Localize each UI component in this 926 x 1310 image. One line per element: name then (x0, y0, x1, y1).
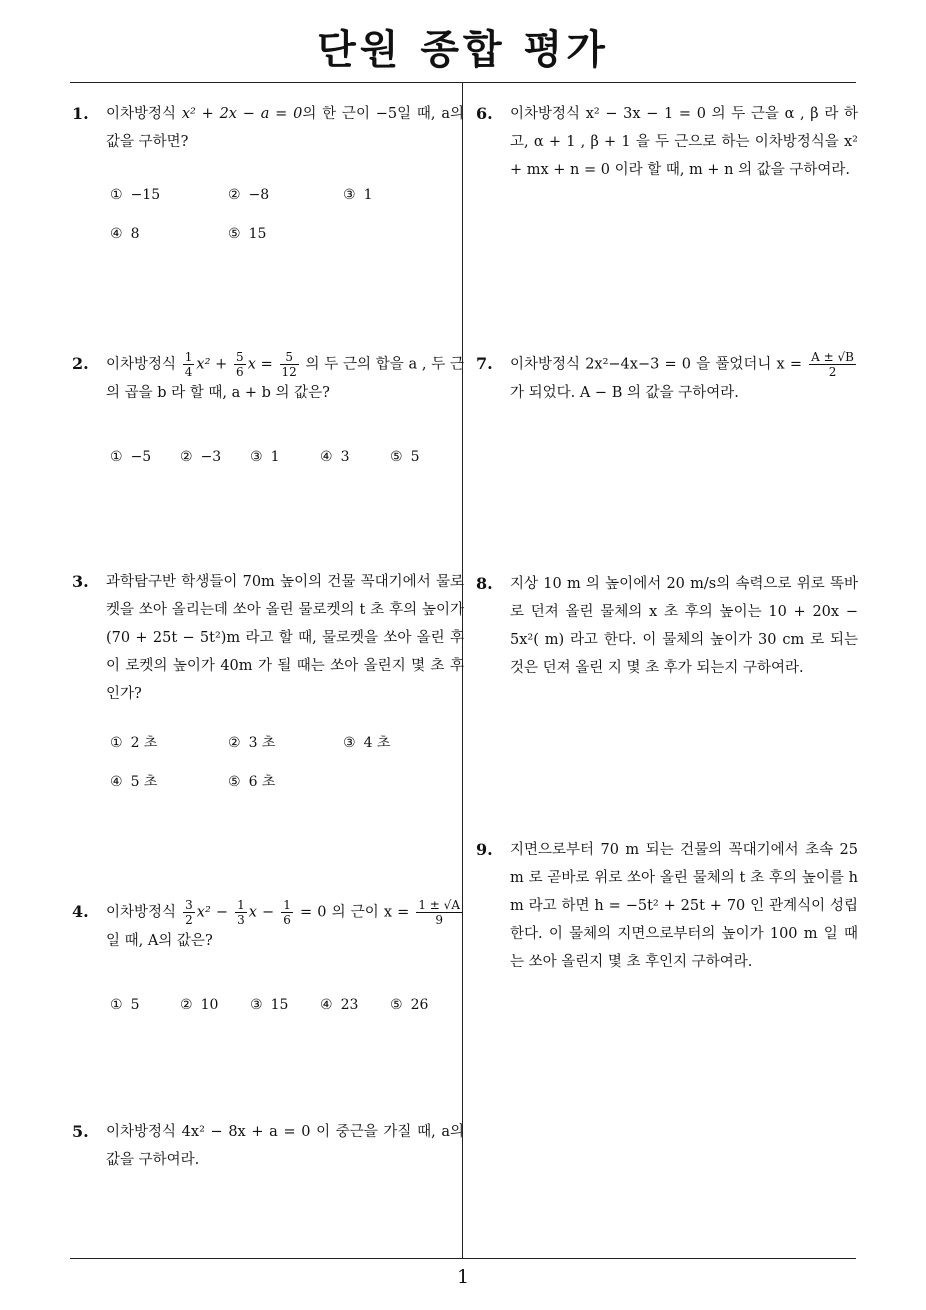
choice-3-3[interactable]: ③ 4 초 (343, 735, 391, 751)
question-1 (72, 100, 464, 156)
question-text: 이차방정식 x² − 3x − 1 = 0 의 두 근을 α , β 라 하고, α + 1 , β + 1 을 두 근으로 하는 이차방정식을 x² + mx + n = 0 이라 할 때, m + n 의 값을 구하여라. (510, 106, 858, 178)
choice-1-5[interactable]: ⑤ 15 (228, 226, 267, 242)
question-number: 3. (72, 572, 89, 591)
choice-4-5[interactable]: ⑤ 26 (390, 997, 429, 1013)
choice-2-1[interactable]: ① −5 (110, 449, 152, 465)
choice-2-4[interactable]: ④ 3 (320, 449, 350, 465)
bottom-rule (70, 1258, 856, 1259)
question-number: 6. (476, 104, 493, 123)
question-3 (72, 568, 464, 708)
question-text: 이차방정식 2x²−4x−3 = 0 을 풀었더니 x = $\frac{A \pm √B}{2}$ 가 되었다. A − B 의 값을 구하여라. (510, 350, 854, 401)
question-text: 이차방정식 4x² − 8x + a = 0 이 중근을 가질 때, a의 값을 구하여라. (106, 1124, 464, 1168)
choice-4-3[interactable]: ③ 15 (250, 997, 289, 1013)
choice-1-4[interactable]: ④ 8 (110, 226, 140, 242)
choice-4-2[interactable]: ② 10 (180, 997, 219, 1013)
question-2 (72, 350, 465, 407)
question-number: 8. (476, 574, 493, 593)
question-number: 9. (476, 840, 493, 859)
choice-1-3[interactable]: ③ 1 (343, 187, 373, 203)
question-9 (476, 836, 858, 976)
question-number: 7. (476, 354, 493, 373)
choice-3-5[interactable]: ⑤ 6 초 (228, 774, 276, 790)
page-title: 단원 종합 평가 (317, 27, 609, 73)
question-text: 지상 10 m 의 높이에서 20 m/s의 속력으로 위로 똑바로 던져 올린 물체의 x 초 후의 높이는 10 + 20x − 5x²( m) 라고 한다. 이 물체의 높이가 30 cm 로 되는 것은 던져 올린 지 몇 초 후가 되는지 구하여라. (510, 576, 858, 676)
question-number: 1. (72, 104, 89, 123)
question-text: 이차방정식 $\frac{3}{2}$ x² − $\frac{1}{3}$ x − $\frac{1}{6}$ = 0 의 근이 x = $\frac{1 \pm √A}{9}$ 일 때, A의 값은? (106, 898, 460, 949)
question-text: 이차방정식 $\frac{1}{4}$ x² + $\frac{5}{6}$ x = $\frac{5}{12}$ 의 두 근의 합을 a , 두 근의 곱을 b 라 할 때, a + b 의 값은? (106, 350, 465, 401)
choice-2-3[interactable]: ③ 1 (250, 449, 280, 465)
page-number: 1 (456, 1266, 470, 1288)
choice-3-1[interactable]: ① 2 초 (110, 735, 158, 751)
choice-2-5[interactable]: ⑤ 5 (390, 449, 420, 465)
question-text: 이차방정식 x² + 2x − a = 0의 한 근이 −5일 때, a의 값을 구하면? (106, 106, 464, 150)
question-text: 과학탐구반 학생들이 70m 높이의 건물 꼭대기에서 물로켓을 쏘아 올리는데 쏘아 올린 물로켓의 t 초 후의 높이가 (70 + 25t − 5t²)m 라고 할 때, 물로켓을 쏘아 올린 후 이 로켓의 높이가 40m 가 될 때는 쏘아 올린지 몇 초 후인가? (106, 574, 464, 702)
question-6 (476, 100, 858, 184)
question-7 (476, 350, 858, 407)
choice-2-2[interactable]: ② −3 (180, 449, 222, 465)
choice-3-4[interactable]: ④ 5 초 (110, 774, 158, 790)
choice-4-4[interactable]: ④ 23 (320, 997, 359, 1013)
top-rule (70, 82, 856, 83)
question-number: 5. (72, 1122, 89, 1141)
question-number: 2. (72, 354, 89, 373)
question-number: 4. (72, 902, 89, 921)
choice-1-2[interactable]: ② −8 (228, 187, 270, 203)
choice-4-1[interactable]: ① 5 (110, 997, 140, 1013)
choice-3-2[interactable]: ② 3 초 (228, 735, 276, 751)
choice-1-1[interactable]: ① −15 (110, 187, 161, 203)
question-5 (72, 1118, 464, 1174)
question-8 (476, 570, 858, 682)
question-text: 지면으로부터 70 m 되는 건물의 꼭대기에서 초속 25 m 로 곧바로 위로 쏘아 올린 물체의 t 초 후의 높이를 h m 라고 하면 h = −5t² + 25t + 70 인 관계식이 성립한다. 이 물체의 지면으로부터의 높이가 100 m 일 때는 쏘아 올린지 몇 초 후인지 구하여라. (510, 842, 858, 970)
question-4 (72, 898, 464, 955)
